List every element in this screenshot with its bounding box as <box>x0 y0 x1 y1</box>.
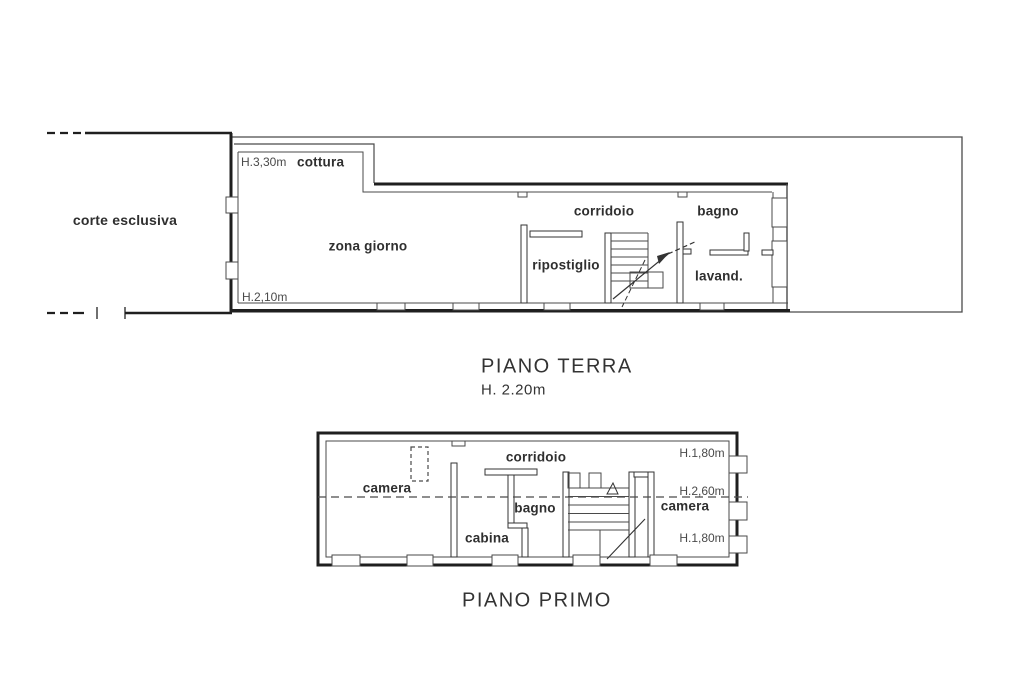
room-label-bagno-primo: bagno <box>514 500 556 516</box>
plan-title-primo: PIANO PRIMO <box>462 589 612 612</box>
primo-wall-stair-right <box>629 472 635 557</box>
height-label-primo-mid: H.2,60m <box>679 484 725 498</box>
terra-window-bottom-3 <box>544 303 570 310</box>
room-label-zona-giorno: zona giorno <box>328 238 408 254</box>
terra-door-jamb-lavand <box>683 249 691 254</box>
room-label-cabina: cabina <box>465 530 509 546</box>
room-label-corridoio-terra: corridoio <box>573 203 635 219</box>
primo-wall-camera-dx <box>648 472 654 557</box>
room-label-corte-esclusiva: corte esclusiva <box>72 212 178 228</box>
height-label-zona-giorno: H.2,10m <box>242 290 288 304</box>
primo-window-bottom-5 <box>650 555 677 566</box>
terra-wall-bagno-divider <box>710 250 748 255</box>
terra-window-right-1 <box>772 198 787 227</box>
primo-window-right-3 <box>729 536 747 553</box>
primo-wall-cabina-east <box>522 528 528 557</box>
plan-title-terra: PIANO TERRA <box>481 355 633 378</box>
terra-wall-divider-right <box>762 250 773 255</box>
terra-wall-corridor-bagno <box>677 222 683 303</box>
height-label-primo-top: H.1,80m <box>679 446 725 460</box>
primo-wall-camera-sx <box>451 463 457 557</box>
room-label-lavanderia: lavand. <box>695 268 743 284</box>
terra-bottom-ticks <box>97 307 125 319</box>
terra-window-left-2 <box>226 262 238 279</box>
terra-wall-bagno-jamb <box>744 233 749 251</box>
primo-wall-shaft-cap <box>634 472 648 477</box>
terra-plan <box>47 133 962 319</box>
primo-window-right-1 <box>729 456 747 473</box>
height-label-primo-bottom: H.1,80m <box>679 531 725 545</box>
primo-window-bottom-2 <box>407 555 433 566</box>
terra-door-notch-1 <box>518 192 527 197</box>
terra-window-left-1 <box>226 197 238 213</box>
terra-window-bottom-2 <box>453 303 479 310</box>
primo-window-bottom-3 <box>492 555 518 566</box>
terra-stairs <box>611 233 697 307</box>
primo-dashed-feature <box>411 447 428 481</box>
plan-subtitle-terra: H. 2.20m <box>481 381 546 399</box>
terra-wall-stair-left <box>605 233 611 303</box>
primo-window-bottom-1 <box>332 555 360 566</box>
room-label-camera-dx: camera <box>660 498 710 514</box>
primo-door-notch-top <box>452 441 465 446</box>
primo-wall-cabina-south <box>508 523 527 528</box>
primo-wall-bagno-west <box>508 475 514 526</box>
room-label-corridoio-primo: corridoio <box>505 449 567 465</box>
terra-window-right-2 <box>772 241 787 287</box>
terra-window-bottom-1 <box>377 303 405 310</box>
terra-window-bottom-4 <box>700 303 724 310</box>
terra-door-notch-2 <box>678 192 687 197</box>
terra-stair-arrow <box>657 252 670 264</box>
primo-window-right-2 <box>729 502 747 520</box>
room-label-ripostiglio: ripostiglio <box>532 257 600 273</box>
height-label-cottura: H.3,30m <box>241 155 287 169</box>
terra-wall-ripostiglio-top <box>530 231 582 237</box>
terra-wall-ripostiglio-left <box>521 225 527 303</box>
primo-window-bottom-4 <box>573 555 600 566</box>
room-label-bagno-terra: bagno <box>697 203 739 219</box>
room-label-camera-sx: camera <box>362 480 412 496</box>
room-label-cottura: cottura <box>297 154 345 170</box>
primo-wall-bagno-north <box>485 469 537 475</box>
